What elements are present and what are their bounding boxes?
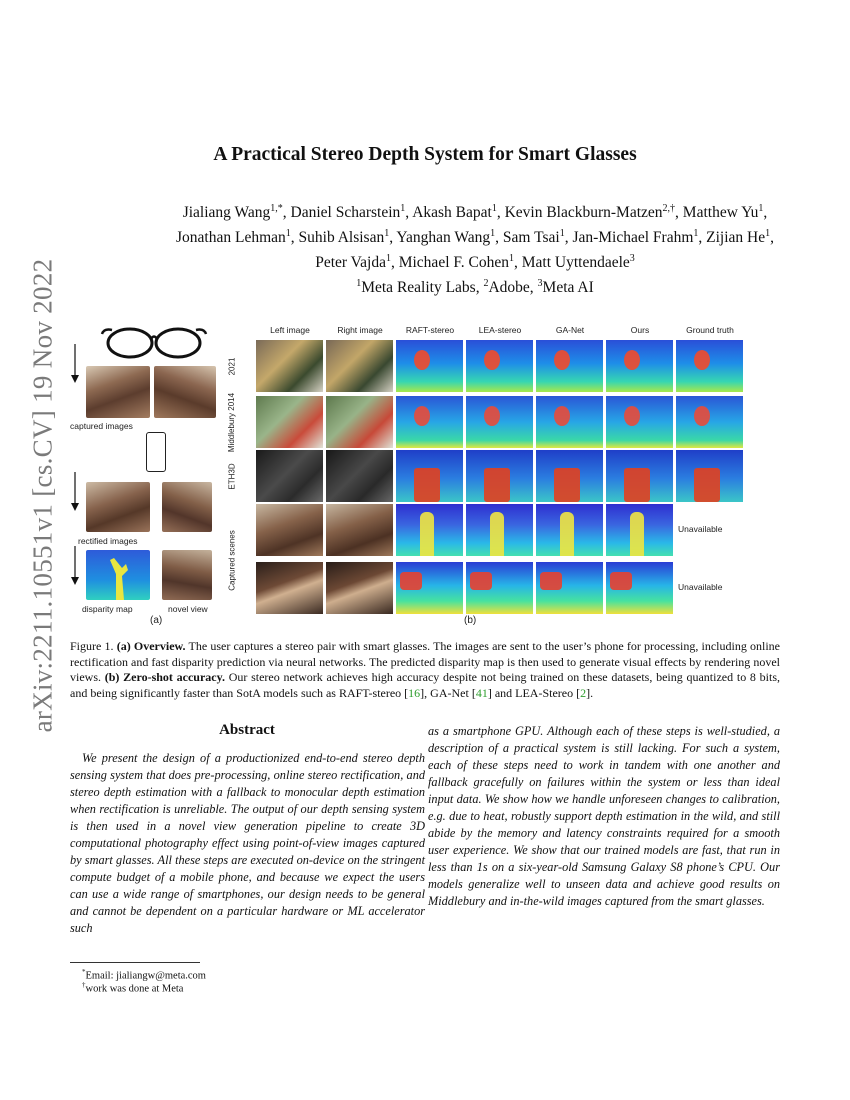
author-affiliation-mark: 3: [629, 253, 635, 265]
unavailable-label: Unavailable: [678, 582, 723, 592]
disparity-foreground-region: [554, 468, 580, 502]
disparity-result-thumbnail: [606, 340, 673, 392]
caption-a-heading: (a) Overview.: [116, 639, 186, 653]
column-header: Left image: [270, 325, 310, 335]
disparity-result-thumbnail: [606, 504, 673, 556]
caption-b-heading: (b) Zero-shot accuracy.: [104, 670, 225, 685]
disparity-foreground-region: [554, 406, 570, 426]
row-group-label: Middlebury 2014: [227, 392, 237, 452]
disparity-foreground-region: [624, 406, 640, 426]
author-line-1: Jialiang Wang$^{1,*}$, Daniel Scharstein$^1$, Akash Bapat$^1$, Kevin Blackburn-Matzen$^{2,\dagger}$, Matthew Yu$^1$,: [182, 203, 768, 222]
novel-view-image: [162, 550, 212, 600]
affiliation-mark: 3: [537, 278, 543, 290]
disparity-result-thumbnail: [536, 562, 603, 614]
disparity-result-thumbnail: [466, 340, 533, 392]
row-group-label: ETH3D: [227, 462, 237, 490]
disparity-result-thumbnail: [466, 396, 533, 448]
smart-glasses-icon: [100, 324, 208, 360]
citation-link[interactable]: 2: [580, 685, 587, 700]
arrow-down-icon: [70, 472, 80, 512]
disparity-foreground-region: [554, 350, 570, 370]
author-affiliation-mark: 1: [385, 253, 391, 265]
disparity-result-thumbnail: [466, 504, 533, 556]
abstract-right-column: as a smartphone GPU. Although each of these steps is well-studied, a description of a practical system is still lacking. For such a system, each of these steps need to work in tandem with one another and fallback gracefully on failures within the system or less than ideal input data. We show how we handle unforeseen changes to calibration, e.g. due to heat, robustly support depth estimation in the wild, and still abide by the memory and latency constraints required for a smooth user experience. We show that our trained models are fast, that run in less than 1s on a six-year-old Samsung Galaxy S8 phone’s CPU. Our models generalize well to unseen data and achieve good results on Middlebury and in-the-wild images captured from the smart glasses.: [428, 724, 780, 908]
caption-fig-label: Figure 1.: [70, 639, 114, 653]
author-affiliation-mark: 1: [508, 253, 514, 265]
figure-1: [66, 318, 746, 630]
disparity-result-thumbnail: [606, 450, 673, 502]
author-name: Matt Uyttendaele: [521, 254, 630, 272]
disparity-foreground-region: [414, 468, 440, 502]
disparity-foreground-region: [484, 468, 510, 502]
column-header: Ground truth: [686, 325, 734, 335]
column-header: Right image: [337, 325, 383, 335]
citation-link[interactable]: 41: [475, 685, 488, 700]
author-name: Yanghan Wang: [396, 229, 491, 247]
disparity-result-thumbnail: [396, 562, 463, 614]
disparity-result-thumbnail: [606, 396, 673, 448]
author-name: Daniel Scharstein: [290, 204, 401, 222]
rectified-image-right: [162, 482, 212, 532]
left-image-thumbnail: [256, 340, 323, 392]
left-image-thumbnail: [256, 450, 323, 502]
left-image-thumbnail: [256, 396, 323, 448]
abstract-left-column: We present the design of a productionized end-to-end stereo depth sensing system that does pre-processing, online stereo rectification, and stereo depth estimation with a fallback to monocular depth estimation when rectification is unreliable. The output of our depth sensing system is then used in a novel view generation pipeline to create 3D computational photography effect using point-of-view images captured by smart glasses. All these steps are executed on-device on the stringent compute budget of a mobile phone, and because we expect the users can use a wide range of smartphones, our design needs to be general and cannot be dependent on a particular hardware or ML accelerator such: [70, 751, 425, 935]
disparity-result-thumbnail: [676, 450, 743, 502]
author-name: Peter Vajda: [315, 254, 386, 272]
disparity-foreground-region: [470, 572, 492, 590]
disparity-result-thumbnail: [396, 450, 463, 502]
author-name: Suhib Alsisan: [298, 229, 385, 247]
arrow-down-icon: [70, 546, 80, 586]
author-affiliation-mark: 1: [559, 228, 565, 240]
disparity-foreground-region: [490, 512, 504, 556]
caption-b-text: Our stereo network achieves high accuracy despite not being trained on these datasets, being quantized to 8 bits, and being significantly faster than SotA models such as RAFT-stereo [: [70, 670, 781, 700]
phone-icon: [146, 432, 166, 472]
disparity-map-label: disparity map: [82, 604, 133, 614]
unavailable-label: Unavailable: [678, 524, 723, 534]
author-affiliation-mark: 1: [285, 228, 291, 240]
author-affiliation-mark: 2,†: [662, 203, 676, 214]
citation-link[interactable]: 16: [408, 685, 421, 700]
disparity-foreground-region: [414, 350, 430, 370]
disparity-foreground-region: [420, 512, 434, 556]
arxiv-side-stamp: arXiv:2211.10551v1 [cs.CV] 19 Nov 2022: [27, 258, 58, 732]
novel-view-label: novel view: [168, 604, 208, 614]
disparity-foreground-region: [484, 350, 500, 370]
panel-b-sublabel: (b): [464, 615, 477, 626]
arrow-down-icon: [70, 344, 80, 384]
disparity-result-thumbnail: [396, 340, 463, 392]
author-line-3: Peter Vajda$^1$, Michael F. Cohen$^1$, Matt Uyttendaele$^3$: [315, 253, 635, 272]
figure-panel-a: [66, 318, 216, 630]
footnote-meta: †work was done at Meta: [82, 981, 184, 995]
disparity-foreground-region: [560, 512, 574, 556]
author-name: Michael F. Cohen: [398, 254, 509, 272]
disparity-result-thumbnail: [606, 562, 673, 614]
author-affiliation-mark: 1: [693, 228, 699, 240]
column-header: LEA-stereo: [478, 325, 522, 335]
author-affiliation-mark: 1: [491, 203, 497, 214]
disparity-foreground-region: [610, 572, 632, 590]
disparity-result-thumbnail: [466, 450, 533, 502]
author-affiliation-mark: 1,*: [270, 203, 283, 214]
affiliation-name: Adobe: [488, 279, 530, 297]
disparity-result-thumbnail: [466, 562, 533, 614]
disparity-foreground-region: [540, 572, 562, 590]
author-name: Zijian He: [706, 229, 766, 247]
captured-images-label: captured images: [70, 421, 133, 431]
captured-image-left: [86, 366, 150, 418]
disparity-result-thumbnail: [396, 396, 463, 448]
right-image-thumbnail: [326, 340, 393, 392]
author-name: Jonathan Lehman: [176, 229, 286, 247]
rectified-image-left: [86, 482, 150, 532]
rectified-images-label: rectified images: [78, 536, 138, 546]
row-group-label: 2021: [227, 357, 237, 375]
disparity-result-thumbnail: [536, 450, 603, 502]
author-name: Jan-Michael Frahm: [572, 229, 694, 247]
footnote-email: *Email: jialiangw@meta.com: [82, 968, 206, 982]
author-affiliation-mark: 1: [400, 203, 406, 214]
disparity-result-thumbnail: [676, 340, 743, 392]
disparity-foreground-region: [694, 406, 710, 426]
disparity-foreground-region: [694, 468, 720, 502]
affiliation-name: Meta Reality Labs: [361, 279, 476, 297]
right-image-thumbnail: [326, 504, 393, 556]
author-affiliation-mark: 1: [490, 228, 496, 240]
panel-a-sublabel: (a): [150, 615, 163, 626]
right-image-thumbnail: [326, 396, 393, 448]
left-image-thumbnail: [256, 504, 323, 556]
right-image-thumbnail: [326, 450, 393, 502]
disparity-result-thumbnail: [536, 340, 603, 392]
disparity-foreground-region: [484, 406, 500, 426]
affiliations: $^1$Meta Reality Labs, $^2$Adobe, $^3$Meta AI: [356, 278, 594, 297]
paper-title: A Practical Stereo Depth System for Smart Glasses: [213, 144, 637, 165]
row-group-label: Captured scenes: [227, 529, 237, 591]
affiliation-mark: 1: [356, 278, 362, 290]
author-name: Akash Bapat: [412, 204, 492, 222]
disparity-result-thumbnail: [536, 504, 603, 556]
author-block: [150, 198, 800, 299]
disparity-result-thumbnail: [536, 396, 603, 448]
author-name: Matthew Yu: [682, 204, 759, 222]
footnote-rule: [70, 962, 200, 963]
author-affiliation-mark: 1: [384, 228, 390, 240]
affiliation-name: Meta AI: [542, 279, 594, 297]
author-affiliation-mark: 1: [758, 203, 764, 214]
disparity-foreground-region: [624, 350, 640, 370]
caption-a-text: The user captures a stereo pair with smart glasses. The images are sent to the user’s phone for processing, including online rectification and fast disparity prediction via neural networks. The predicted disparity map is then used to generate visual effects by rendering novel views.: [70, 639, 781, 685]
disparity-foreground-region: [630, 512, 644, 556]
captured-image-right: [154, 366, 216, 418]
disparity-foreground-region: [400, 572, 422, 590]
figure-caption: Figure 1. (a) Overview. The user captures a stereo pair with smart glasses. The images are sent to the user’s phone for processing, including online rectification and fast disparity prediction via neural networks. The predicted disparity map is then used to generate visual effects by rendering novel views. (b) Zero-shot accuracy. Our stereo network achieves high accuracy despite not being trained on these datasets, being quantized to 8 bits, and being significantly faster than SotA models such as RAFT-stereo [16], GA-Net [41] and LEA-Stereo [2].: [70, 639, 781, 700]
abstract-heading: Abstract: [219, 722, 275, 738]
right-image-thumbnail: [326, 562, 393, 614]
disparity-foreground-region: [624, 468, 650, 502]
disparity-result-thumbnail: [676, 396, 743, 448]
author-name: Kevin Blackburn-Matzen: [504, 204, 663, 222]
author-line-2: Jonathan Lehman$^1$, Suhib Alsisan$^1$, Yanghan Wang$^1$, Sam Tsai$^1$, Jan-Michael Frahm$^1$, Zijian He$^1$,: [176, 228, 774, 247]
column-header: Ours: [630, 325, 650, 335]
author-name: Jialiang Wang: [182, 204, 271, 222]
disparity-foreground-region: [694, 350, 710, 370]
author-affiliation-mark: 1: [765, 228, 771, 240]
disparity-map-image: [86, 550, 150, 600]
author-name: Sam Tsai: [502, 229, 560, 247]
affiliation-mark: 2: [483, 278, 489, 290]
column-header: GA-Net: [555, 325, 585, 335]
disparity-foreground-region: [414, 406, 430, 426]
column-header: RAFT-stereo: [405, 325, 455, 335]
left-image-thumbnail: [256, 562, 323, 614]
disparity-result-thumbnail: [396, 504, 463, 556]
